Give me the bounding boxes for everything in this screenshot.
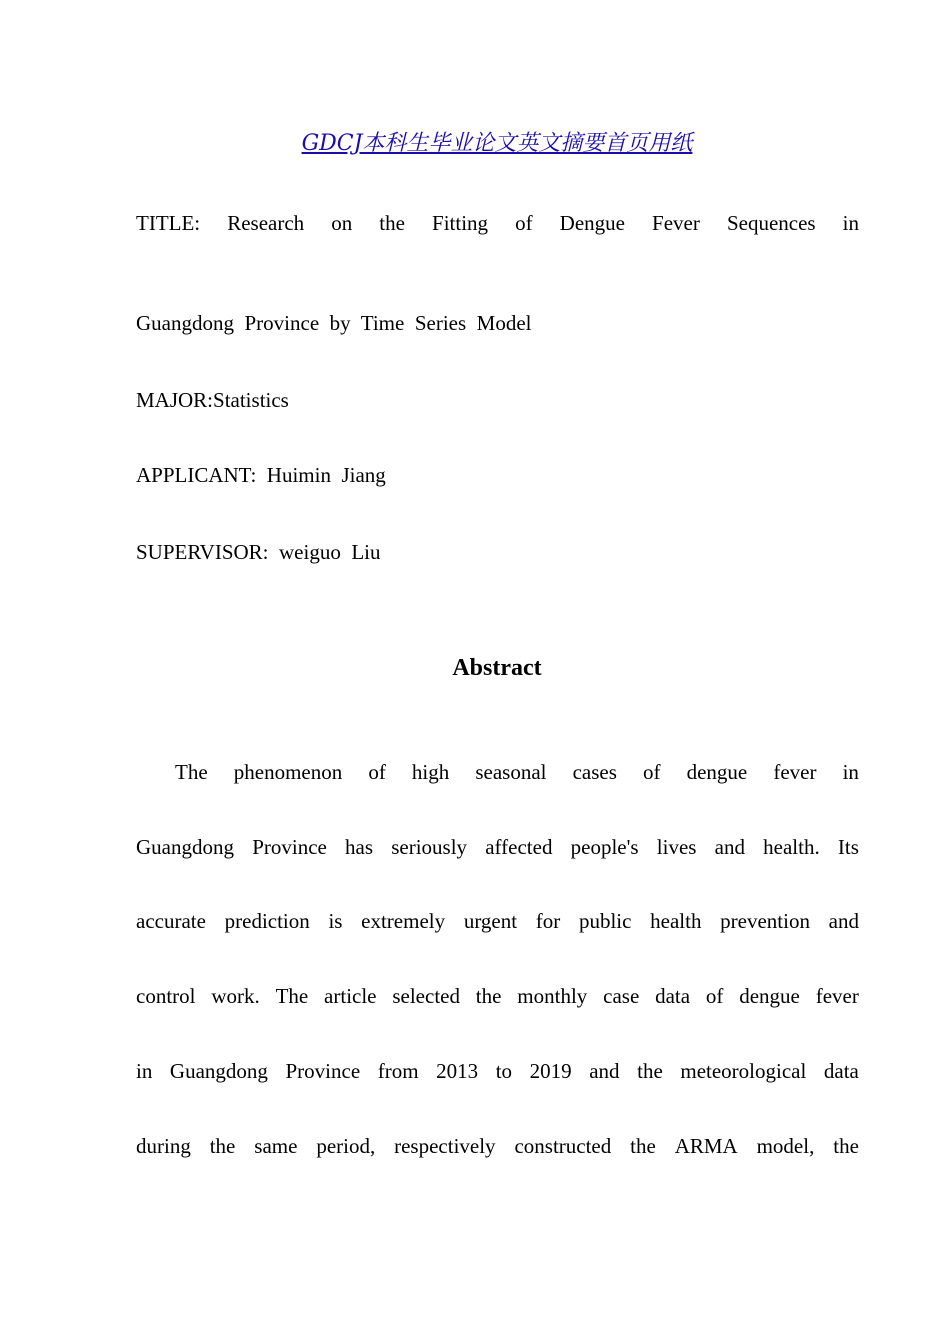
abstract-word: dengue xyxy=(686,760,748,784)
abstract-word: urgent xyxy=(463,909,518,933)
abstract-word: period, xyxy=(316,1134,376,1158)
abstract-word: Province xyxy=(285,1059,361,1083)
abstract-line xyxy=(136,907,859,935)
title-word: on xyxy=(331,211,353,235)
abstract-word: control xyxy=(136,984,196,1008)
abstract-word: and xyxy=(714,835,745,859)
abstract-word: work. xyxy=(211,984,260,1008)
abstract-word: The xyxy=(275,984,309,1008)
abstract-word: in xyxy=(842,760,859,784)
abstract-word: 2013 xyxy=(436,1059,479,1083)
abstract-word: for xyxy=(535,909,561,933)
abstract-word: Guangdong xyxy=(169,1059,268,1083)
abstract-word: seriously xyxy=(391,835,468,859)
supervisor-line: SUPERVISOR: weiguo Liu xyxy=(136,540,381,564)
abstract-word: dengue xyxy=(739,984,800,1008)
abstract-word: Its xyxy=(837,835,859,859)
abstract-word: model, xyxy=(756,1134,815,1158)
major-line: MAJOR:Statistics xyxy=(136,388,289,412)
abstract-word: of xyxy=(368,760,386,784)
title-word: Research xyxy=(227,211,305,235)
abstract-word: the xyxy=(637,1059,663,1083)
abstract-word: phenomenon xyxy=(233,760,343,784)
abstract-word: cases xyxy=(572,760,617,784)
applicant-line: APPLICANT: Huimin Jiang xyxy=(136,463,386,487)
title-word: Fever xyxy=(652,211,700,235)
title-word: TITLE: xyxy=(136,211,201,235)
abstract-word: fever xyxy=(815,984,859,1008)
abstract-word: of xyxy=(705,984,724,1008)
abstract-word: of xyxy=(643,760,661,784)
abstract-word: to xyxy=(495,1059,513,1083)
abstract-word: constructed xyxy=(514,1134,612,1158)
abstract-word: lives xyxy=(656,835,697,859)
abstract-word: high xyxy=(411,760,450,784)
abstract-word: health xyxy=(650,909,702,933)
abstract-heading: Abstract xyxy=(452,655,542,681)
abstract-word: data xyxy=(655,984,691,1008)
abstract-word: prediction xyxy=(224,909,310,933)
abstract-word: monthly xyxy=(517,984,588,1008)
abstract-word: article xyxy=(324,984,377,1008)
title-word: the xyxy=(379,211,405,235)
abstract-line xyxy=(136,1132,859,1160)
abstract-word: fever xyxy=(773,760,817,784)
abstract-word: health. xyxy=(763,835,820,859)
title-word: in xyxy=(842,211,859,235)
title-word: Fitting xyxy=(432,211,489,235)
abstract-word: during xyxy=(136,1134,191,1158)
abstract-line xyxy=(136,982,859,1010)
title-word: of xyxy=(515,211,533,235)
abstract-word: extremely xyxy=(361,909,446,933)
abstract-word: 2019 xyxy=(529,1059,572,1083)
abstract-word: respectively xyxy=(394,1134,496,1158)
abstract-word: Guangdong xyxy=(136,835,234,859)
abstract-word: selected xyxy=(392,984,460,1008)
title-word: Dengue xyxy=(559,211,625,235)
abstract-word: same xyxy=(254,1134,298,1158)
abstract-word: the xyxy=(630,1134,656,1158)
header-link[interactable]: GDCJ本科生毕业论文英文摘要首页用纸 xyxy=(301,131,693,156)
abstract-word: in xyxy=(136,1059,153,1083)
abstract-word: people's xyxy=(570,835,639,859)
abstract-word: meteorological xyxy=(680,1059,807,1083)
abstract-line xyxy=(136,1057,859,1085)
abstract-word: accurate xyxy=(136,909,206,933)
abstract-word: prevention xyxy=(720,909,810,933)
abstract-word: seasonal xyxy=(475,760,547,784)
abstract-word: The xyxy=(175,760,208,784)
abstract-word: the xyxy=(833,1134,859,1158)
abstract-word: and xyxy=(589,1059,620,1083)
abstract-line xyxy=(136,833,859,861)
abstract-word: has xyxy=(345,835,374,859)
abstract-line xyxy=(175,758,859,786)
abstract-word: case xyxy=(603,984,640,1008)
abstract-word: is xyxy=(328,909,343,933)
abstract-word: public xyxy=(578,909,632,933)
abstract-word: the xyxy=(475,984,502,1008)
abstract-word: from xyxy=(377,1059,419,1083)
title-line-2: Guangdong Province by Time Series Model xyxy=(136,311,532,335)
abstract-word: and xyxy=(828,909,859,933)
abstract-word: the xyxy=(209,1134,236,1158)
abstract-word: Province xyxy=(252,835,327,859)
abstract-word: affected xyxy=(485,835,553,859)
title-word: Sequences xyxy=(726,211,816,235)
abstract-word: ARMA xyxy=(674,1134,738,1158)
abstract-word: data xyxy=(823,1059,859,1083)
title-line-1 xyxy=(136,209,859,237)
